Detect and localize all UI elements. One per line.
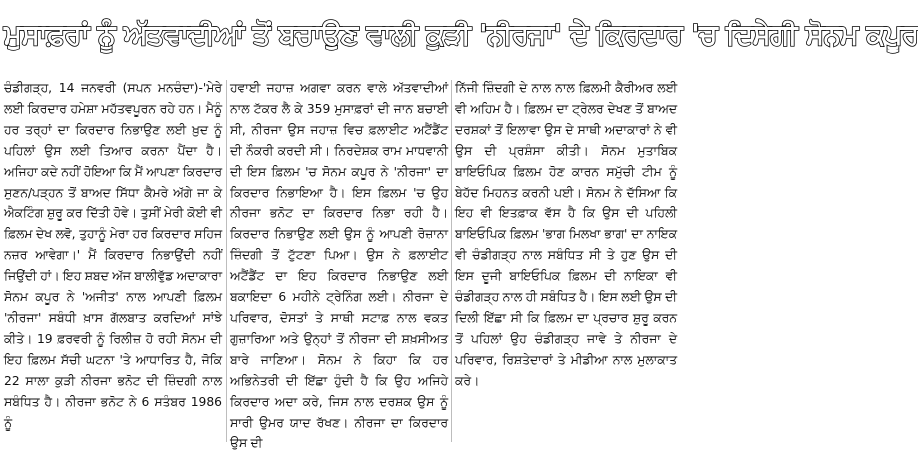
article-column-2-text: ਹਵਾਈ ਜਹਾਜ਼ ਅਗਵਾ ਕਰਨ ਵਾਲੇ ਅੱਤਵਾਦੀਆਂ ਨਾਲ ਟੱਕਰ ਲੈ ਕੇ 359 ਮੁਸਾਫ਼ਰਾਂ ਦੀ ਜਾਨ ਬਚਾਈ ਸੀ, ਨੀਰਜਾ ਉਸ ਜਹਾਜ਼ ਵਿਚ ਫ਼ਲਾਈਟ ਅਟੈਂਡੈਂਟ ਦੀ ਨੌਕਰੀ ਕਰਦੀ ਸੀ। ਨਿਰਦੇਸ਼ਕ ਰਾਮ ਮਾਧਵਾਨੀ ਦੀ ਇਸ ਫ਼ਿਲਮ 'ਚ ਸੋਨਮ ਕਪੂਰ ਨੇ 'ਨੀਰਜਾ' ਦਾ ਕਿਰਦਾਰ ਨਿਭਾਇਆ ਹੈ। ਇਸ ਫ਼ਿਲਮ 'ਚ ਉਹ ਨੀਰਜਾ ਭਨੋਟ ਦਾ ਕਿਰਦਾਰ ਨਿਭਾ ਰਹੀ ਹੈ। ਕਿਰਦਾਰ ਨਿਭਾਉਣ ਲਈ ਉਸ ਨੂੰ ਆਪਣੀ ਰੋਜ਼ਾਨਾ ਜ਼ਿੰਦਗੀ ਤੋਂ ਟੁੱਟਣਾ ਪਿਆ। ਉਸ ਨੇ ਫ਼ਲਾਈਟ ਅਟੈਂਡੈਂਟ ਦਾ ਇਹ ਕਿਰਦਾਰ ਨਿਭਾਉਣ ਲਈ ਬਕਾਇਦਾ 6 ਮਹੀਨੇ ਟ੍ਰੇਨਿੰਗ ਲਈ। ਨੀਰਜਾ ਦੇ ਪਰਿਵਾਰ, ਦੋਸਤਾਂ ਤੇ ਸਾਥੀ ਸਟਾਫ਼ ਨਾਲ ਵਕਤ ਗੁਜ਼ਾਰਿਆ ਅਤੇ ਉਨ੍ਹਾਂ ਤੋਂ ਨੀਰਜਾ ਦੀ ਸ਼ਖ਼ਸੀਅਤ ਬਾਰੇ ਜਾਣਿਆ। ਸੋਨਮ ਨੇ ਕਿਹਾ ਕਿ ਹਰ ਅਭਿਨੇਤਰੀ ਦੀ ਇੱਛਾ ਹੁੰਦੀ ਹੈ ਕਿ ਉਹ ਅਜਿਹੇ ਕਿਰਦਾਰ ਅਦਾ ਕਰੇ, ਜਿਸ ਨਾਲ ਦਰਸ਼ਕ ਉਸ ਨੂੰ ਸਾਰੀ ਉਮਰ ਯਾਦ ਰੱਖਣ। ਨੀਰਜਾ ਦਾ ਕਿਰਦਾਰ ਉਸ ਦੀ	[230, 81, 448, 451]
article-headline: ਮੁਸਾਫ਼ਰਾਂ ਨੂੰ ਅੱਤਵਾਦੀਆਂ ਤੋਂ ਬਚਾਉਣ ਵਾਲੀ ਕੁੜੀ 'ਨੀਰਜਾ' ਦੇ ਕਿਰਦਾਰ 'ਚ ਦਿਸੇਗੀ ਸੋਨਮ ਕਪੂਰ	[4, 19, 918, 51]
article-column-2	[230, 78, 448, 451]
article-column-1-text: ਚੰਡੀਗੜ੍ਹ, 14 ਜਨਵਰੀ (ਸਪਨ ਮਨਚੰਦਾ)-'ਮੇਰੇ ਲਈ ਕਿਰਦਾਰ ਹਮੇਸ਼ਾ ਮਹੱਤਵਪੂਰਨ ਰਹੇ ਹਨ। ਮੈਨੂੰ ਹਰ ਤਰ੍ਹਾਂ ਦਾ ਕਿਰਦਾਰ ਨਿਭਾਉਣ ਲਈ ਖ਼ੁਦ ਨੂੰ ਪਹਿਲਾਂ ਉਸ ਲਈ ਤਿਆਰ ਕਰਨਾ ਪੈਂਦਾ ਹੈ। ਅਜਿਹਾ ਕਦੇ ਨਹੀਂ ਹੋਇਆ ਕਿ ਮੈਂ ਆਪਣਾ ਕਿਰਦਾਰ ਸੁਣਨ/ਪੜ੍ਹਨ ਤੋਂ ਬਾਅਦ ਸਿੱਧਾ ਕੈਮਰੇ ਅੱਗੇ ਜਾ ਕੇ ਐਕਟਿੰਗ ਸ਼ੁਰੂ ਕਰ ਦਿੱਤੀ ਹੋਵੇ। ਤੁਸੀਂ ਮੇਰੀ ਕੋਈ ਵੀ ਫ਼ਿਲਮ ਦੇਖ ਲਵੋ, ਤੁਹਾਨੂੰ ਮੇਰਾ ਹਰ ਕਿਰਦਾਰ ਸਹਿਜ ਨਜ਼ਰ ਆਵੇਗਾ।' ਮੈਂ ਕਿਰਦਾਰ ਨਿਭਾਉਂਦੀ ਨਹੀਂ ਜਿਉਂਦੀ ਹਾਂ। ਇਹ ਸ਼ਬਦ ਅੱਜ ਬਾਲੀਵੁੱਡ ਅਦਾਕਾਰਾ ਸੋਨਮ ਕਪੂਰ ਨੇ 'ਅਜੀਤ' ਨਾਲ ਆਪਣੀ ਫ਼ਿਲਮ 'ਨੀਰਜਾ' ਸਬੰਧੀ ਖ਼ਾਸ ਗੱਲਬਾਤ ਕਰਦਿਆਂ ਸਾਂਝੇ ਕੀਤੇ। 19 ਫ਼ਰਵਰੀ ਨੂੰ ਰਿਲੀਜ਼ ਹੋ ਰਹੀ ਸੋਨਮ ਦੀ ਇਹ ਫ਼ਿਲਮ ਸੱਚੀ ਘਟਨਾ 'ਤੇ ਆਧਾਰਿਤ ਹੈ, ਜੋਕਿ 22 ਸਾਲਾ ਕੁੜੀ ਨੀਰਜਾ ਭਨੋਟ ਦੀ ਜ਼ਿੰਦਗੀ ਨਾਲ ਸਬੰਧਿਤ ਹੈ। ਨੀਰਜਾ ਭਨੋਟ ਨੇ 6 ਸਤੰਬਰ 1986 ਨੂੰ	[4, 81, 222, 430]
article-column-3	[455, 78, 677, 444]
article-column-3-text: ਨਿੱਜੀ ਜ਼ਿੰਦਗੀ ਦੇ ਨਾਲ ਨਾਲ ਫ਼ਿਲਮੀ ਕੈਰੀਅਰ ਲਈ ਵੀ ਅਹਿਮ ਹੈ। ਫ਼ਿਲਮ ਦਾ ਟ੍ਰੇਲਰ ਦੇਖਣ ਤੋਂ ਬਾਅਦ ਦਰਸ਼ਕਾਂ ਤੋਂ ਇਲਾਵਾ ਉਸ ਦੇ ਸਾਥੀ ਅਦਾਕਾਰਾਂ ਨੇ ਵੀ ਉਸ ਦੀ ਪ੍ਰਸ਼ੰਸਾ ਕੀਤੀ। ਸੋਨਮ ਮੁਤਾਬਿਕ ਬਾਇਓਪਿਕ ਫ਼ਿਲਮ ਹੋਣ ਕਾਰਨ ਸਮੁੱਚੀ ਟੀਮ ਨੂੰ ਬੇਹੱਦ ਮਿਹਨਤ ਕਰਨੀ ਪਈ। ਸੋਨਮ ਨੇ ਦੱਸਿਆ ਕਿ ਇਹ ਵੀ ਇਤਫ਼ਾਕ ਵੱਸ ਹੈ ਕਿ ਉਸ ਦੀ ਪਹਿਲੀ ਬਾਇਓਪਿਕ ਫ਼ਿਲਮ 'ਭਾਗ ਮਿਲਖਾ ਭਾਗ' ਦਾ ਨਾਇਕ ਵੀ ਚੰਡੀਗੜ੍ਹ ਨਾਲ ਸਬੰਧਿਤ ਸੀ ਤੇ ਹੁਣ ਉਸ ਦੀ ਇਸ ਦੂਜੀ ਬਾਇਓਪਿਕ ਫ਼ਿਲਮ ਦੀ ਨਾਇਕਾ ਵੀ ਚੰਡੀਗੜ੍ਹ ਨਾਲ ਹੀ ਸਬੰਧਿਤ ਹੈ। ਇਸ ਲਈ ਉਸ ਦੀ ਦਿਲੀ ਇੱਛਾ ਸੀ ਕਿ ਫ਼ਿਲਮ ਦਾ ਪ੍ਰਚਾਰ ਸ਼ੁਰੂ ਕਰਨ ਤੋਂ ਪਹਿਲਾਂ ਉਹ ਚੰਡੀਗੜ੍ਹ ਜਾਵੇ ਤੇ ਨੀਰਜਾ ਦੇ ਪਰਿਵਾਰ, ਰਿਸ਼ਤੇਦਾਰਾਂ ਤੇ ਮੀਡੀਆ ਨਾਲ ਮੁਲਾਕਾਤ ਕਰੇ।	[455, 81, 677, 388]
article-body	[0, 78, 682, 451]
article-column-1	[4, 78, 222, 444]
